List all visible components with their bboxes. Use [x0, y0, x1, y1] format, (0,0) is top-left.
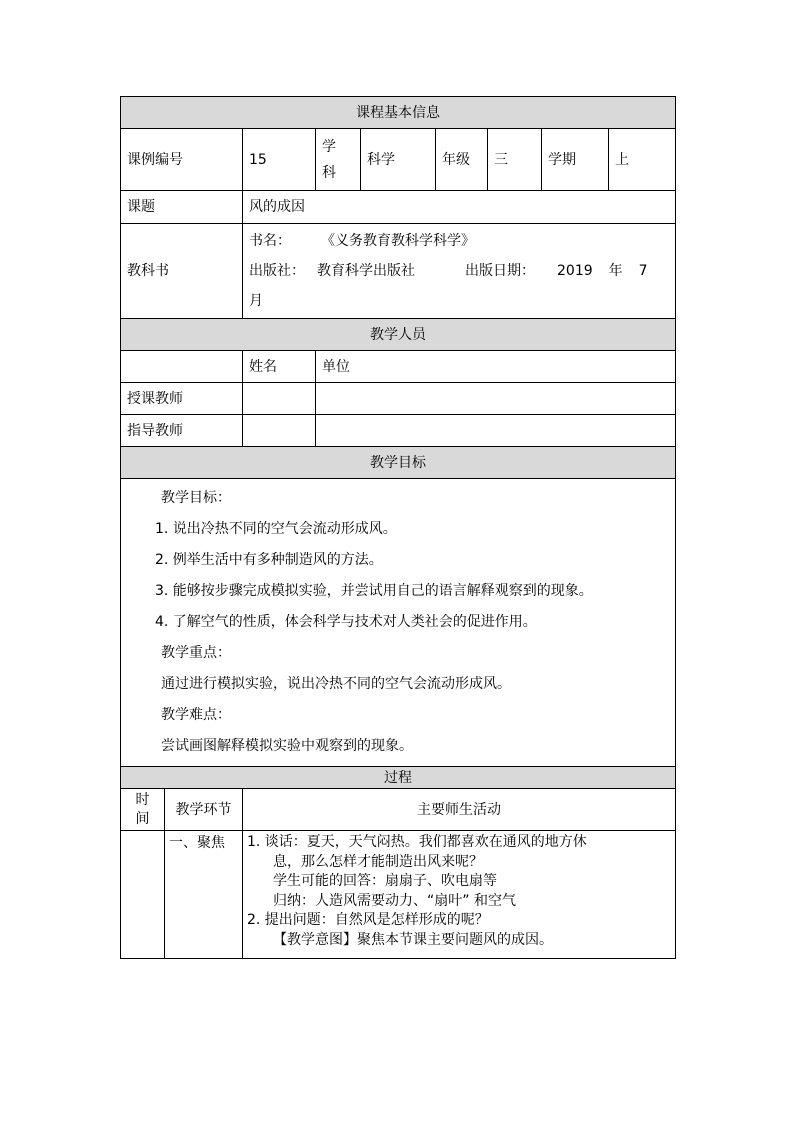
goals-content [121, 479, 676, 767]
difficulty-text: 尝试画图解释模拟实验中观察到的现象。 [161, 738, 413, 754]
time-col-1: 时 [135, 791, 150, 808]
staff-unit-col: 单位 [316, 351, 676, 383]
time-col-2: 间 [135, 810, 150, 827]
subject-label-2: 科 [322, 164, 336, 181]
book-name-value: 《义务教育教科学科学》 [321, 233, 475, 249]
goals-title: 教学目标： [161, 490, 231, 506]
goal-item: 2. 例举生活中有多种制造风的方法。 [155, 552, 383, 568]
activity-line: 1. 谈话：夏天，天气闷热。我们都喜欢在通风的地方休 [247, 834, 587, 850]
stage-col-header: 教学环节 [165, 789, 243, 831]
key-point-text: 通过进行模拟实验，说出冷热不同的空气会流动形成风。 [161, 676, 511, 692]
lesson-table [120, 96, 676, 789]
process-header: 过程 [121, 767, 676, 789]
process-row [121, 831, 676, 959]
textbook-label: 教科书 [121, 224, 243, 319]
pubdate-year: 2019 [557, 263, 593, 279]
publisher-line [249, 256, 669, 286]
activity-line: 2. 提出问题：自然风是怎样形成的呢？ [247, 912, 489, 928]
difficulty-label: 教学难点： [161, 707, 231, 723]
publisher-value: 教育科学出版社 [317, 263, 415, 279]
subject-label-1: 学 [322, 138, 336, 155]
process-stage: 一、聚焦 [165, 831, 243, 959]
staff-unit [316, 415, 676, 447]
staff-role-label: 授课教师 [121, 383, 243, 415]
book-name-label: 书名： [249, 233, 291, 249]
staff-header: 教学人员 [121, 319, 676, 351]
activity-line: 【教学意图】聚焦本节课主要问题风的成因。 [273, 931, 553, 948]
grade-value: 三 [488, 129, 542, 191]
pubdate-month: 7 [638, 263, 648, 279]
staff-unit [316, 383, 676, 415]
book-name-line [249, 226, 669, 256]
lesson-plan [120, 96, 675, 959]
pubdate-label: 出版日期： [465, 263, 535, 279]
activity-col-header: 主要师生活动 [243, 789, 676, 831]
staff-name-col: 姓名 [243, 351, 316, 383]
subject-value: 科学 [361, 129, 436, 191]
time-col-header [121, 789, 165, 831]
textbook-info [243, 224, 676, 319]
key-point-label: 教学重点： [161, 645, 231, 661]
term-label: 学期 [542, 129, 609, 191]
pubdate-month-unit: 月 [249, 293, 263, 309]
process-activity [243, 831, 676, 959]
process-time [121, 831, 165, 959]
topic-value: 风的成因 [243, 191, 676, 224]
staff-row [121, 415, 676, 447]
staff-corner [121, 351, 243, 383]
topic-label: 课题 [121, 191, 243, 224]
publisher-label: 出版社： [249, 263, 305, 279]
grade-label: 年级 [436, 129, 488, 191]
staff-name [243, 383, 316, 415]
pubdate-month-line [249, 286, 669, 316]
activity-line: 归纳：人造风需要动力、“扇叶” 和空气 [273, 892, 516, 909]
basic-info-header: 课程基本信息 [121, 97, 676, 129]
goal-item: 1. 说出冷热不同的空气会流动形成风。 [155, 521, 397, 537]
subject-label [316, 129, 361, 191]
process-table [120, 788, 676, 959]
activity-line: 息，那么怎样才能制造出风来呢？ [273, 853, 483, 870]
staff-role-label: 指导教师 [121, 415, 243, 447]
goal-item: 4. 了解空气的性质，体会科学与技术对人类社会的促进作用。 [155, 614, 537, 630]
goals-header: 教学目标 [121, 447, 676, 479]
activity-line: 学生可能的回答：扇扇子、吹电扇等 [273, 873, 497, 889]
case-no-value: 15 [243, 129, 316, 191]
case-no-label: 课例编号 [121, 129, 243, 191]
staff-row [121, 383, 676, 415]
staff-name [243, 415, 316, 447]
term-value: 上 [609, 129, 676, 191]
goal-item: 3. 能够按步骤完成模拟实验，并尝试用自己的语言解释观察到的现象。 [155, 583, 593, 599]
pubdate-year-unit: 年 [608, 263, 623, 279]
